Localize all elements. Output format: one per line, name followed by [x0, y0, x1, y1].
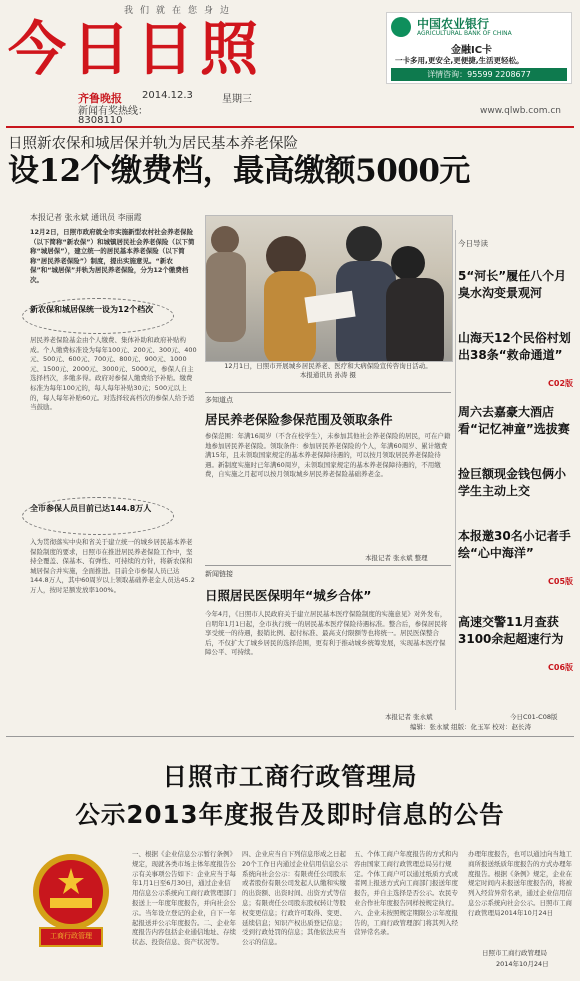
editor-credits: 编辑：张永斌 组版：化玉军 校对：赵长涛 [410, 723, 532, 731]
masthead-title: 今日日照 [8, 15, 265, 83]
photo-caption [205, 362, 451, 380]
lead-headline[interactable]: 设12个缴费档，最高缴额5000元 [8, 153, 470, 189]
announcement-col-4: 办理年度报告，也可以通过向当地工商所报送纸质年度报告的方式办理年度报告。根据《条例》规定，企业在规定时间内未报送年度报告的，将被列入经营异常名录，通过企业信用信息公示系统向社会公示。日照市工商行政管理局2014年10月24日 [468, 850, 572, 917]
index-tag-6: C06版 [548, 663, 574, 672]
index-item-2[interactable]: 山海天12个民俗村划出38条“救命通道” [458, 331, 571, 362]
announcement-col-2: 四、企业应当自下列信息形成之日起20个工作日内通过企业信用信息公示系统向社会公示：有限责任公司股东或者股份有限公司发起人认缴和实缴的出资额、出资时间、出资方式等信息；有限责任公司股东股权转让等股权变更信息；行政许可取得、变更、延续信息；知识产权出质登记信息；受到行政处罚的信息；其他依法应当公示的信息。 [242, 850, 348, 947]
lead-byline: 本报记者 张永斌 通讯员 李丽霞 [30, 213, 142, 222]
index-item-1[interactable]: 5“河长”履任八个月臭水沟变景观河 [458, 269, 567, 300]
hotline-number: 8308110 [78, 115, 123, 126]
issue-weekday: 星期三 [222, 94, 252, 105]
masthead-slogan: 我们就在您身边 [123, 6, 236, 16]
story3-tag: 新闻链接 [205, 570, 233, 578]
ad-bank-name: 中国农业银行 [417, 17, 490, 31]
announcement-title-line1: 日照市工商行政管理局 [162, 762, 418, 791]
ad-slogan: 一卡多用,更安全,更便捷,生活更轻松。 [395, 56, 524, 65]
section-divider-1 [205, 392, 451, 393]
hotline-label: 新闻有奖热线： [78, 106, 148, 117]
ad-phone: 详情咨询：95599 2208677 [391, 68, 567, 81]
story2-credit: 本报记者 张永斌 整理 [365, 554, 428, 562]
section-divider-2 [205, 565, 451, 566]
photo-caption-text: 12月1日，日照市开展城乡居民养老、医疗和大病保险宣传咨询日活动。 [224, 362, 432, 370]
lead-kicker: 日照新农保和城居保并轨为居民基本养老保险 [8, 136, 298, 152]
ad-bank-name-en: AGRICULTURAL BANK OF CHINA [417, 30, 512, 37]
lead-intro: 12月2日，日照市政府就全市实施新型农村社会养老保险（以下简称“新农保”）和城镇居民社会养老保险（以下简称“城居保”），建立统一的居民基本养老保险（以下简称“居民养老保险”）制度，提出实施意见。“新农保”和“城居保”并轨为居民养老保险，分为12个缴费档次。 [30, 228, 195, 284]
bank-logo-icon [391, 17, 411, 37]
website-link[interactable]: www.qlwb.com.cn [480, 106, 561, 116]
lead-body-2: 入为贯彻落实中央和省关于建立统一的城乡居民基本养老保险制度的要求，日照市在推进居民养老保险工作中，坚持全覆盖、保基本、有弹性、可持续的方针，将新农保和城居保合并实施，全面推进。目前全市参保人员已达144.8万人，其中60周岁以上领取基础养老金人员达45.2万人，按时足额发放率100%。 [30, 538, 195, 594]
announcement-signature: 日照市工商行政管理局 [482, 949, 547, 957]
lead-body-1: 居民养老保险基金由个人缴费、集体补助和政府补贴构成。个人缴费标准设为每年100元、200元、300元、400元、500元、600元、700元、800元、900元、1000元、1500元、2000元、3000元、5000元，参保人自主选择档次，多缴多得。政府对参保人缴费给予补贴。缴费标准为每年100元的，每人每年补贴30元；500元以上的，每人每年补贴60元。对选择较高档次的参保人给予适当鼓励。 [30, 336, 197, 412]
edition-range: 今日C01-C08版 [510, 713, 558, 721]
index-tag-5: C05版 [548, 577, 574, 586]
story2-tag: 多知道点 [205, 396, 233, 404]
story2-title[interactable]: 居民养老保险参保范围及领取条件 [205, 412, 393, 427]
index-item-6[interactable]: 高速交警11月查获3100余起超速行为 [458, 615, 564, 646]
right-column-title: 今日导读 [458, 239, 488, 248]
column-divider [455, 230, 456, 710]
index-item-3[interactable]: 周六去嘉豪大酒店看“记忆神童”选拔赛 [458, 405, 570, 436]
news-photo[interactable] [205, 215, 453, 362]
issue-date: 2014.12.3 [142, 90, 193, 101]
national-emblem-icon [26, 850, 116, 954]
index-item-5[interactable]: 本报邀30名小记者手绘“心中海洋” [458, 529, 571, 560]
announcement-col-1: 一、根据《企业信息公示暂行条例》规定，现就各类市场主体年度报告公示有关事项公告如下：企业应当于每年1月1日至6月30日，通过企业信用信息公示系统向工商行政管理部门报送上一年度年度报告，并向社会公示。当年设立登记的企业，自下一年起报送并公示年度报告。二、企业年度报告内容包括企业通信地址、存续状态、投资信息、资产状况等。 [132, 850, 236, 947]
paper-name: 齐鲁晚报 [78, 92, 122, 105]
lead-subhead-1: 新农保和城居保统一设为12个档次 [30, 305, 154, 314]
index-tag-2: C02版 [548, 379, 574, 388]
emblem-text: 工商行政管理 [50, 932, 92, 940]
page-divider [6, 736, 574, 737]
index-item-4[interactable]: 捡巨额现金钱包俩小学生主动上交 [458, 467, 567, 498]
header-divider [6, 126, 574, 128]
photo-credit: 本报通讯员 孙涛 摄 [299, 371, 357, 379]
lead-subhead-2: 全市参保人员目前已达144.8万人 [30, 504, 152, 513]
announcement-title-line2: 公示2013年度报告及即时信息的公告 [75, 800, 505, 829]
announcement-col-3: 五、个体工商户年度报告的方式和内容由国家工商行政管理总局另行规定。个体工商户可以通过纸质方式或者网上报送方式向工商部门报送年度报告，并自主选择是否公示。农民专业合作社年度报告同样按规定执行。六、企业未按照规定期限公示年度报告的，工商行政管理部门将其列入经营异常名录。 [354, 850, 458, 937]
story3-credit: 本报记者 张永斌 [385, 713, 433, 721]
story3-title[interactable]: 日照居民医保明年“城乡合体” [205, 588, 372, 603]
bank-advertisement[interactable] [386, 12, 572, 84]
announcement-date: 2014年10月24日 [496, 960, 549, 968]
story2-body: 参保范围：年满16周岁（不含在校学生），未参加其他社会养老保险的居民，可在户籍地参加居民养老保险。领取条件：参加居民养老保险的个人，年满60周岁、累计缴费满15年，且未领取国家规定的基本养老保障待遇的，可以按月领取居民养老保险待遇。新制度实施时已年满60周岁，未领取国家规定的基本养老保障待遇的，不用缴费，自实施之月起可以按月领取城乡居民养老保险基础养老金。 [205, 432, 451, 479]
story3-body: 今年4月，《日照市人民政府关于建立居民基本医疗保险制度的实施意见》对外发布，自明年1月1日起，全市执行统一的居民基本医疗保险待遇标准。整合后，参保居民将享受统一的待遇，报销比例、起付标准、最高支付限额等也将统一。居民医保整合后，不仅扩大了城乡居民的选择范围，更有利于推动城乡统筹发展，实现基本医疗保障公平、可持续。 [205, 610, 448, 657]
ad-card-name: 金融IC卡 [451, 45, 493, 56]
